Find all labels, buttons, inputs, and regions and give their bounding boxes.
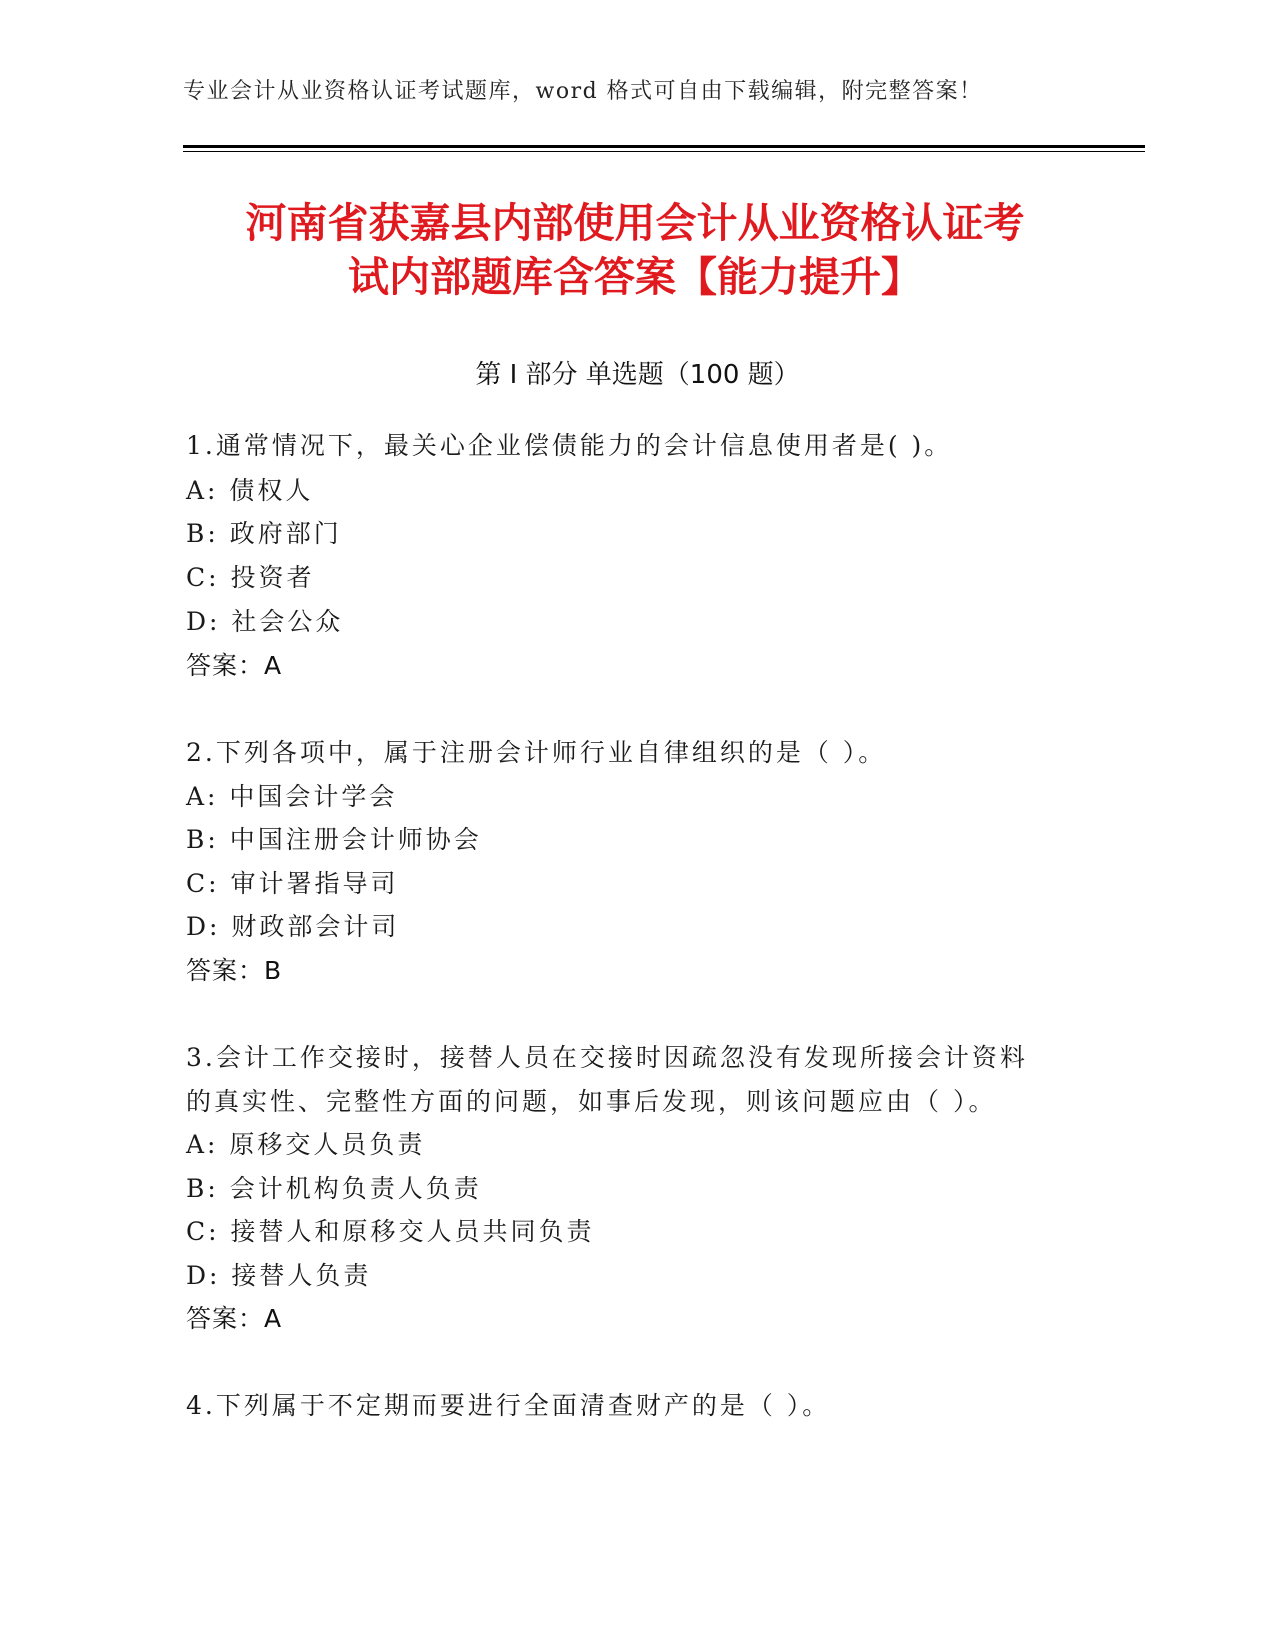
header-rule-thin [183, 151, 1145, 152]
question-1-option-c: C: 投资者 [186, 563, 315, 592]
question-2-option-c: C: 审计署指导司 [186, 869, 399, 898]
question-2-answer: 答案：B [186, 956, 283, 985]
question-3-option-d: D: 接替人负责 [186, 1261, 372, 1290]
title-line-2: 试内部题库含答案【能力提升】 [348, 253, 922, 301]
document-title [190, 196, 1080, 304]
question-3-stem-line-2: 的真实性、完整性方面的问题，如事后发现，则该问题应由（ ）。 [186, 1087, 997, 1116]
question-3-option-c: C: 接替人和原移交人员共同负责 [186, 1217, 595, 1246]
question-2-stem: 2.下列各项中，属于注册会计师行业自律组织的是（ ）。 [186, 738, 887, 767]
question-3-option-b: B: 会计机构负责人负责 [186, 1174, 482, 1203]
title-line-1: 河南省获嘉县内部使用会计从业资格认证考 [245, 199, 1025, 247]
question-1-option-b: B: 政府部门 [186, 519, 342, 548]
question-1-stem: 1.通常情况下，最关心企业偿债能力的会计信息使用者是( )。 [186, 431, 953, 460]
question-3-option-a: A: 原移交人员负责 [186, 1130, 426, 1159]
question-2-option-b: B: 中国注册会计师协会 [186, 825, 482, 854]
question-4-stem: 4.下列属于不定期而要进行全面清查财产的是（ ）。 [186, 1391, 831, 1420]
question-1-answer: 答案：A [186, 651, 283, 680]
question-3-answer: 答案：A [186, 1304, 283, 1333]
question-2-option-d: D: 财政部会计司 [186, 912, 400, 941]
question-2-option-a: A: 中国会计学会 [186, 782, 398, 811]
question-3-stem-line-1: 3.会计工作交接时，接替人员在交接时因疏忽没有发现所接会计资料 [186, 1043, 1028, 1072]
header-rule-thick [183, 145, 1145, 148]
question-1-option-d: D: 社会公众 [186, 607, 344, 636]
header-note: 专业会计从业资格认证考试题库，word 格式可自由下载编辑，附完整答案！ [183, 79, 983, 104]
question-1-option-a: A: 债权人 [186, 476, 314, 505]
section-title: 第 I 部分 单选题（100 题） [475, 360, 800, 390]
